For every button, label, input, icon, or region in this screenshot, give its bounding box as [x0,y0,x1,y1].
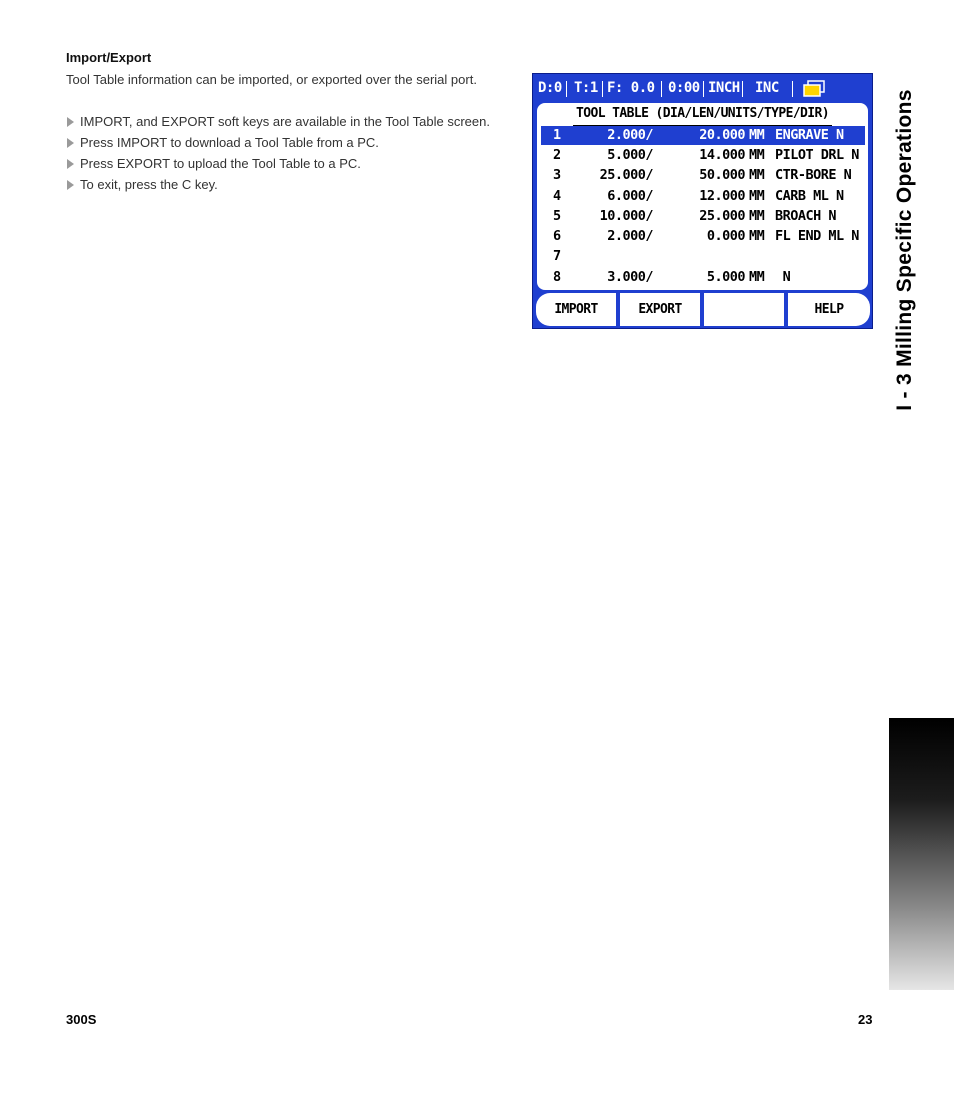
status-divider [602,81,603,97]
tool-row[interactable] [541,247,865,266]
step-text: Press EXPORT to upload the Tool Table to a PC. [80,156,361,171]
tool-row[interactable] [541,227,865,246]
chapter-gradient-bar [889,718,954,990]
bullet-arrow-icon [67,159,74,169]
status-divider [792,81,793,97]
intro-text: Tool Table information can be imported, or exported over the serial port. [66,72,477,87]
dro-screen [532,73,873,329]
tool-type: PILOT DRL N [775,147,859,163]
step-text: Press IMPORT to download a Tool Table from a PC. [80,135,379,150]
chapter-side-tab [893,89,916,411]
tool-number: 8 [553,269,561,285]
step-item [66,113,496,130]
step-item [66,176,496,193]
tool-type: N [775,269,791,285]
step-list [66,113,496,197]
step-item [66,134,496,151]
tool-number: 4 [553,188,561,204]
tool-diameter: 6.000/ [607,188,653,204]
tool-length: 5.000 [706,269,745,285]
tool-length: 25.000 [699,208,745,224]
tool-units: MM [749,127,765,143]
tool-number: 2 [553,147,561,163]
status-divider [661,81,662,97]
units-indicator: INCH [708,80,740,96]
mode-indicator: INC [755,80,779,96]
step-text: IMPORT, and EXPORT soft keys are available in the Tool Table screen. [80,114,490,129]
status-divider [742,81,743,97]
tool-diameter: 2.000/ [607,228,653,244]
import-softkey[interactable]: IMPORT [536,293,616,326]
tool-units: MM [749,167,765,183]
tool-type: BROACH N [775,208,837,224]
status-bar [536,78,870,100]
page-number: 23 [858,1012,873,1027]
tool-type: CTR-BORE N [775,167,852,183]
folder-icon [802,80,826,98]
tool-type: ENGRAVE N [775,127,844,143]
tool-diameter: 10.000/ [599,208,653,224]
bullet-arrow-icon [67,180,74,190]
export-softkey[interactable]: EXPORT [620,293,700,326]
step-text: To exit, press the C key. [80,177,218,192]
time-indicator: 0:00 [668,80,700,96]
tool-diameter: 3.000/ [607,269,653,285]
tool-length: 12.000 [699,188,745,204]
tool-length: 14.000 [699,147,745,163]
tool-number: 6 [553,228,561,244]
tool-row[interactable] [541,146,865,165]
tool-number: 5 [553,208,561,224]
footer-product: 300S [66,1012,97,1027]
chapter-title: I - 3 Milling Specific Operations [893,89,916,411]
tool-units: MM [749,188,765,204]
tool-table-title: TOOL TABLE (DIA/LEN/UNITS/TYPE/DIR) [537,106,868,121]
tool-indicator: T:1 [574,80,598,96]
bullet-arrow-icon [67,117,74,127]
tool-units: MM [749,208,765,224]
tool-units: MM [749,269,765,285]
blank-softkey[interactable] [704,293,784,326]
step-item [66,155,496,172]
tool-units: MM [749,228,765,244]
tool-type: CARB ML N [775,188,844,204]
tool-diameter: 2.000/ [607,127,653,143]
tool-length: 20.000 [699,127,745,143]
datum-indicator: D:0 [538,80,562,96]
tool-length: 50.000 [699,167,745,183]
tool-row[interactable] [541,268,865,287]
tool-row-selected[interactable] [541,126,865,145]
tool-row[interactable] [541,187,865,206]
section-heading: Import/Export [66,50,152,65]
tool-number: 3 [553,167,561,183]
status-divider [566,81,567,97]
tool-table-panel [537,103,868,290]
bullet-arrow-icon [67,138,74,148]
help-softkey[interactable]: HELP [788,293,870,326]
tool-length: 0.000 [706,228,745,244]
tool-number: 7 [553,248,561,264]
tool-row[interactable] [541,166,865,185]
softkey-bar [533,293,874,329]
status-divider [703,81,704,97]
tool-diameter: 25.000/ [599,167,653,183]
tool-row[interactable] [541,207,865,226]
feed-indicator: F: 0.0 [607,80,655,96]
tool-units: MM [749,147,765,163]
tool-number: 1 [553,127,561,143]
tool-type: FL END ML N [775,228,859,244]
tool-diameter: 5.000/ [607,147,653,163]
